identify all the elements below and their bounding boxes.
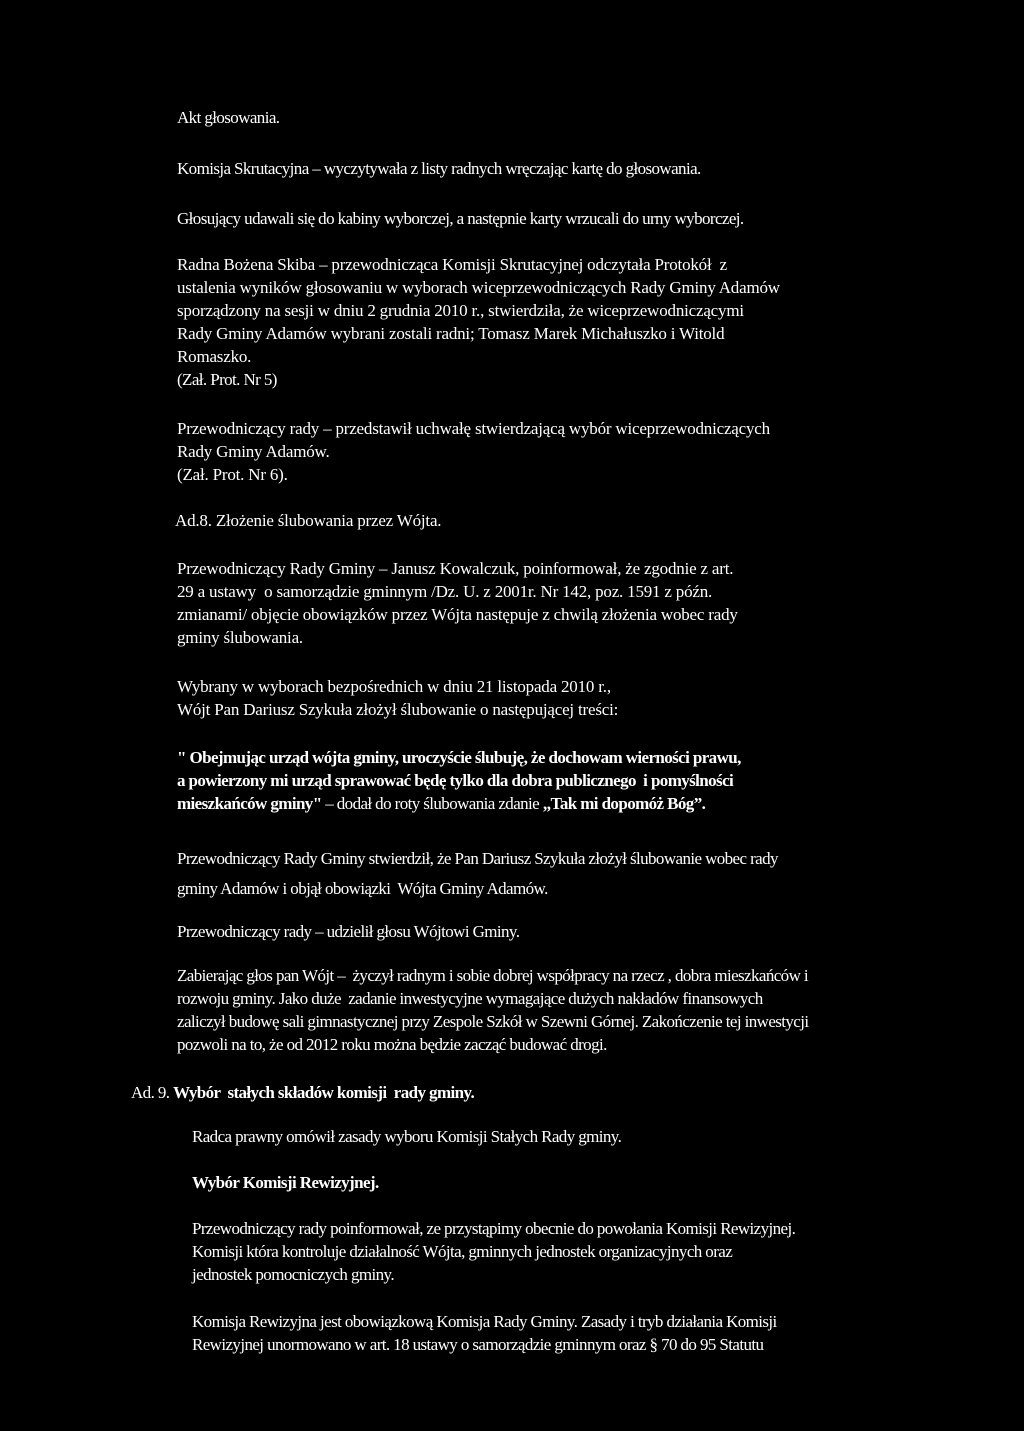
paragraph-line: rozwoju gminy. Jako duże zadanie inwestycyjne wymagające dużych nakładów finansowych xyxy=(177,989,763,1008)
paragraph-line: Przewodniczący rady – przedstawił uchwałę stwierdzającą wybór wiceprzewodniczących xyxy=(177,419,770,438)
paragraph-line: Głosujący udawali się do kabiny wyborczej, a następnie karty wrzucali do urny wyborczej. xyxy=(177,209,744,228)
section-title: Wybór stałych składów komisji rady gminy. xyxy=(173,1083,475,1102)
paragraph-line: (Zał. Prot. Nr 5) xyxy=(177,370,277,389)
paragraph-line: Komisja Rewizyjna jest obowiązkową Komisja Rady Gminy. Zasady i tryb działania Komisji xyxy=(192,1312,777,1331)
paragraph-line: Komisji która kontroluje działalność Wójta, gminnych jednostek organizacyjnych oraz xyxy=(192,1242,733,1261)
oath-closing-phrase: „Tak mi dopomóż Bóg”. xyxy=(542,794,706,813)
section-heading-ad-8: Ad.8. Złożenie ślubowania przez Wójta. xyxy=(175,511,442,530)
paragraph-line: Przewodniczący Rady Gminy stwierdził, że Pan Dariusz Szykuła złożył ślubowanie wobec rady xyxy=(177,849,778,868)
paragraph-line: Przewodniczący Rady Gminy – Janusz Kowalczuk, poinformował, że zgodnie z art. xyxy=(177,559,734,578)
paragraph-line: zmianami/ objęcie obowiązków przez Wójta następuje z chwilą złożenia wobec rady xyxy=(177,605,738,624)
paragraph-line: Radca prawny omówił zasady wyboru Komisji Stałych Rady gminy. xyxy=(192,1127,622,1146)
paragraph-line: 29 a ustawy o samorządzie gminnym /Dz. U. z 2001r. Nr 142, poz. 1591 z późn. xyxy=(177,582,713,601)
paragraph-line: Rewizyjnej unormowano w art. 18 ustawy o samorządzie gminnym oraz § 70 do 95 Statutu xyxy=(192,1335,764,1354)
paragraph-line: gminy Adamów i objął obowiązki Wójta Gminy Adamów. xyxy=(177,879,548,898)
paragraph-line: Komisja Skrutacyjna – wyczytywała z listy radnych wręczając kartę do głosowania. xyxy=(177,159,701,178)
paragraph-line: pozwoli na to, że od 2012 roku można będzie zacząć budować drogi. xyxy=(177,1035,607,1054)
paragraph-line: jednostek pomocniczych gminy. xyxy=(192,1265,394,1284)
paragraph-line: Rady Gminy Adamów. xyxy=(177,442,330,461)
paragraph-line: Romaszko. xyxy=(177,347,252,366)
oath-addition-text: – dodał do roty ślubowania zdanie xyxy=(321,794,543,813)
paragraph-line: Zabierając głos pan Wójt – życzył radnym i sobie dobrej współpracy na rzecz , dobra mieszkańców i xyxy=(177,966,809,985)
paragraph-line: Wójt Pan Dariusz Szykuła złożył ślubowanie o następującej treści: xyxy=(177,700,619,719)
paragraph-line: zaliczył budowę sali gimnastycznej przy Zespole Szkół w Szewni Górnej. Zakończenie tej inwestycji xyxy=(177,1012,809,1031)
paragraph-line: ustalenia wyników głosowaniu w wyborach wiceprzewodniczących Rady Gminy Adamów xyxy=(177,278,780,297)
paragraph-line: sporządzony na sesji w dniu 2 grudnia 2010 r., stwierdziła, że wiceprzewodniczącymi xyxy=(177,301,744,320)
oath-text-line: a powierzony mi urząd sprawować będę tylko dla dobra publicznego i pomyślności xyxy=(177,771,734,790)
subheading-komisja-rewizyjna: Wybór Komisji Rewizyjnej. xyxy=(192,1173,379,1192)
section-number: Ad. 9. xyxy=(131,1083,174,1102)
paragraph-line: Rady Gminy Adamów wybrani zostali radni; Tomasz Marek Michałuszko i Witold xyxy=(177,324,725,343)
paragraph-line: (Zał. Prot. Nr 6). xyxy=(177,465,288,484)
heading-akt-glosowania: Akt głosowania. xyxy=(177,108,280,127)
oath-text-line xyxy=(177,794,705,814)
paragraph-line: Przewodniczący rady poinformował, ze przystąpimy obecnie do powołania Komisji Rewizyjnej. xyxy=(192,1219,796,1238)
oath-text-line: " Obejmując urząd wójta gminy, uroczyście ślubuję, że dochowam wierności prawu, xyxy=(177,748,741,767)
paragraph-line: gminy ślubowania. xyxy=(177,628,303,647)
paragraph-line: Wybrany w wyborach bezpośrednich w dniu 21 listopada 2010 r., xyxy=(177,677,611,696)
paragraph-line: Przewodniczący rady – udzielił głosu Wójtowi Gminy. xyxy=(177,922,520,941)
oath-text-bold: mieszkańców gminy" xyxy=(177,794,322,813)
paragraph-line: Radna Bożena Skiba – przewodnicząca Komisji Skrutacyjnej odczytała Protokół z xyxy=(177,255,727,274)
section-heading-ad-9 xyxy=(131,1083,474,1103)
